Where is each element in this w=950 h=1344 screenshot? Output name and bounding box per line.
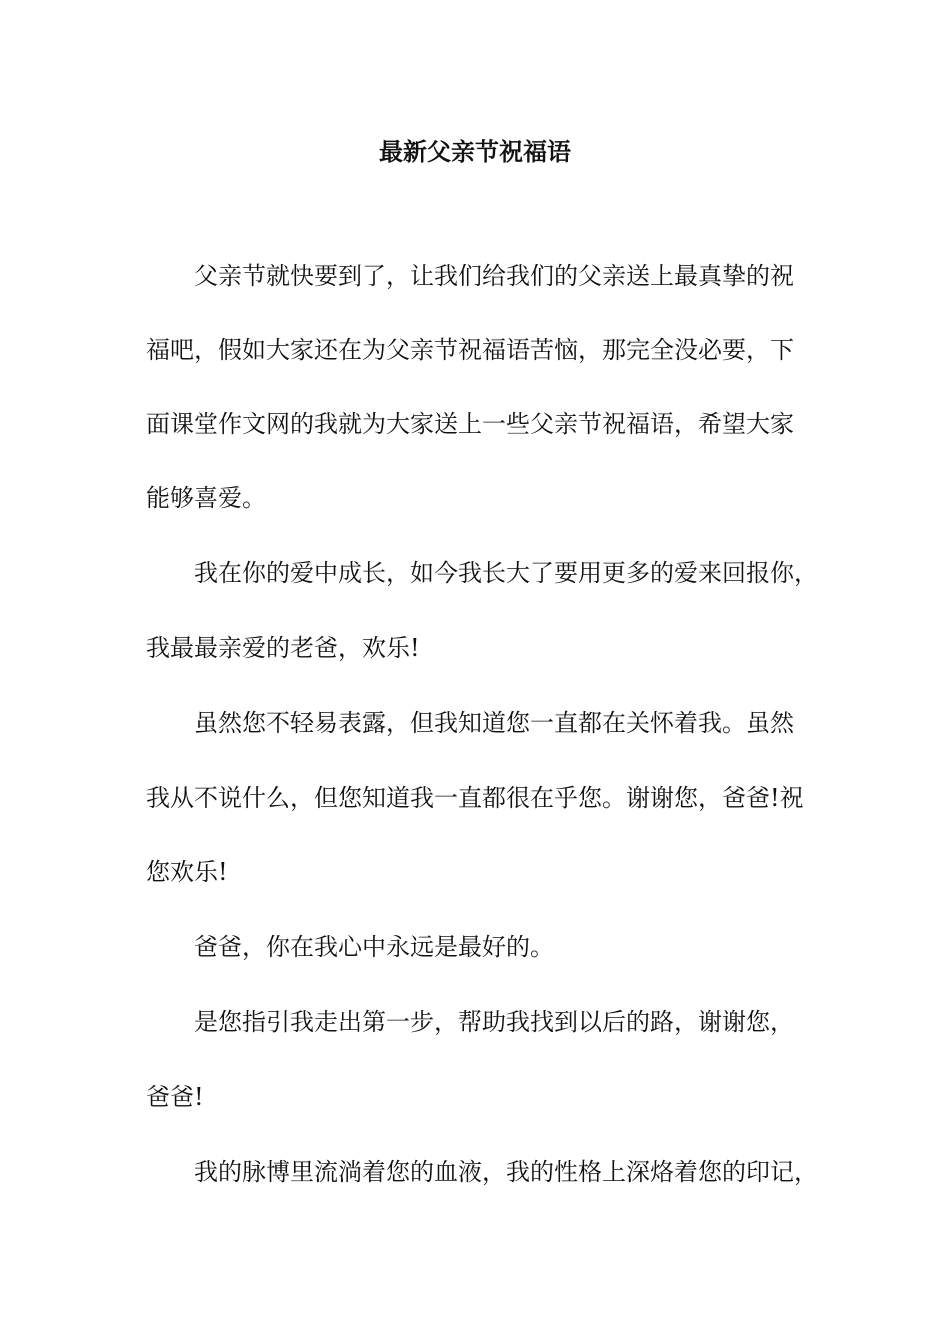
paragraph-1-line-1: 父亲节就快要到了，让我们给我们的父亲送上最真挚的祝: [194, 262, 794, 290]
paragraph-2-line-2: 我最最亲爱的老爸，欢乐!: [146, 634, 420, 662]
paragraph-1-line-3: 面课堂作文网的我就为大家送上一些父亲节祝福语，希望大家: [146, 410, 794, 438]
document-title: 最新父亲节祝福语: [379, 137, 571, 166]
paragraph-5-line-2: 爸爸!: [146, 1083, 204, 1111]
paragraph-3-line-3: 您欢乐!: [146, 858, 228, 886]
paragraph-1-line-2: 福吧，假如大家还在为父亲节祝福语苦恼，那完全没必要，下: [146, 336, 794, 364]
paragraph-1-line-4: 能够喜爱。: [146, 484, 266, 512]
paragraph-3-line-1: 虽然您不轻易表露，但我知道您一直都在关怀着我。虽然: [194, 709, 794, 737]
paragraph-5-line-1: 是您指引我走出第一步，帮助我找到以后的路，谢谢您，: [194, 1008, 794, 1036]
paragraph-3-line-2: 我从不说什么，但您知道我一直都很在乎您。谢谢您，爸爸!祝: [146, 784, 804, 812]
paragraph-4-line-1: 爸爸，你在我心中永远是最好的。: [194, 933, 554, 961]
paragraph-2-line-1: 我在你的爱中成长，如今我长大了要用更多的爱来回报你，: [194, 559, 818, 587]
paragraph-6-line-1: 我的脉博里流淌着您的血液，我的性格上深烙着您的印记，: [194, 1158, 818, 1186]
